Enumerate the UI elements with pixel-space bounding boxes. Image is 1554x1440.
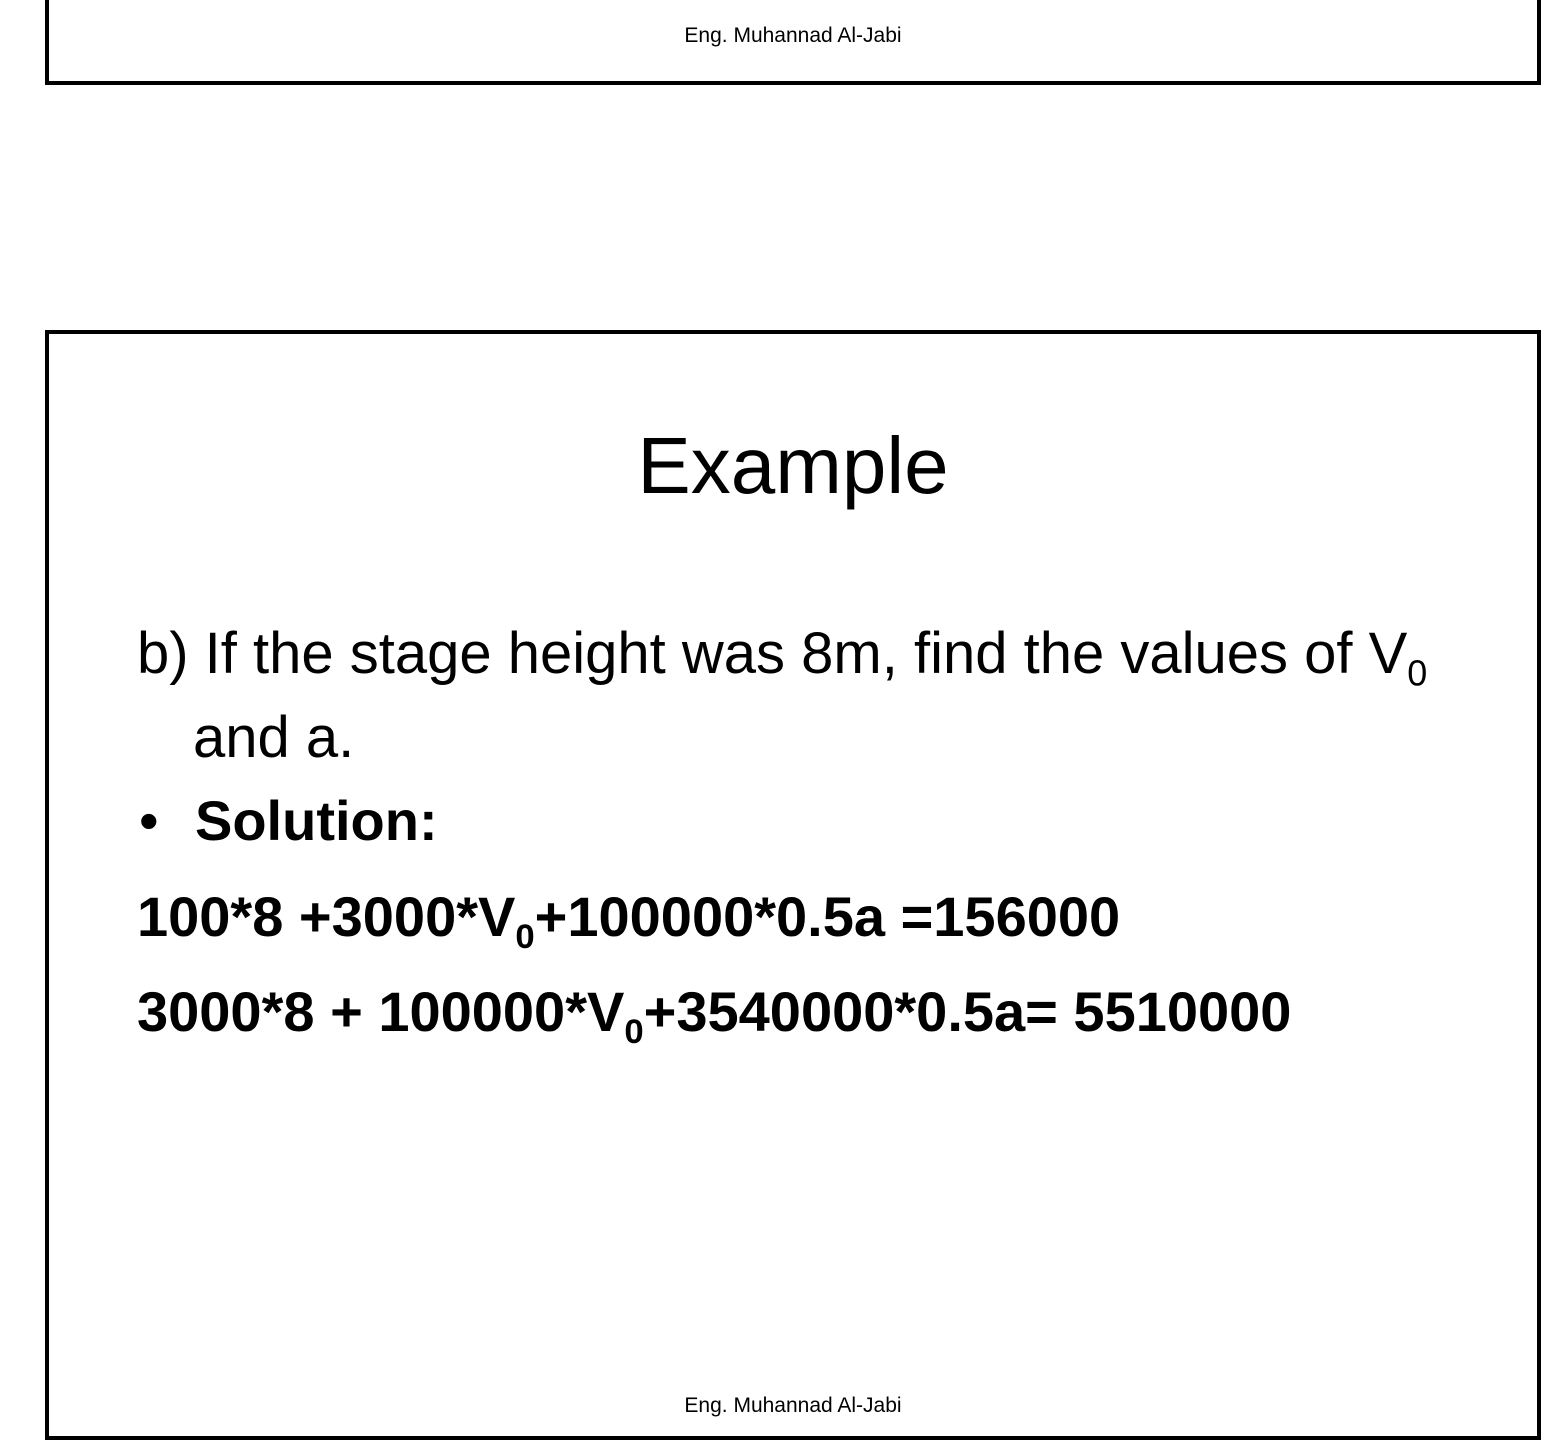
equation-1-part1: 100*8 +3000*V <box>137 885 516 948</box>
slide-footer-author: Eng. Muhannad Al-Jabi <box>684 1394 902 1417</box>
equation-2-part1: 3000*8 + 100000*V <box>137 980 625 1043</box>
current-slide <box>45 330 1541 1440</box>
equation-2-part2: +3540000*0.5a= 5510000 <box>643 980 1292 1043</box>
question-suffix: and a. <box>193 705 355 770</box>
slide-footer-author: Eng. Muhannad Al-Jabi <box>684 24 902 47</box>
slide-title: Example <box>637 421 949 510</box>
equation-1 <box>137 882 1121 957</box>
solution-bullet <box>139 786 438 856</box>
equation-1-subscript: 0 <box>515 918 535 957</box>
question-subscript: 0 <box>1407 652 1428 694</box>
equation-2-subscript: 0 <box>624 1013 644 1052</box>
bullet-icon: • <box>139 789 159 852</box>
question-prefix: b) If the stage height was 8m, find the values of V <box>137 621 1408 686</box>
previous-slide <box>45 0 1541 85</box>
solution-label: Solution: <box>195 789 438 852</box>
question-text <box>137 612 1513 780</box>
equation-1-part2: +100000*0.5a =156000 <box>534 885 1121 948</box>
equation-2 <box>137 977 1292 1052</box>
